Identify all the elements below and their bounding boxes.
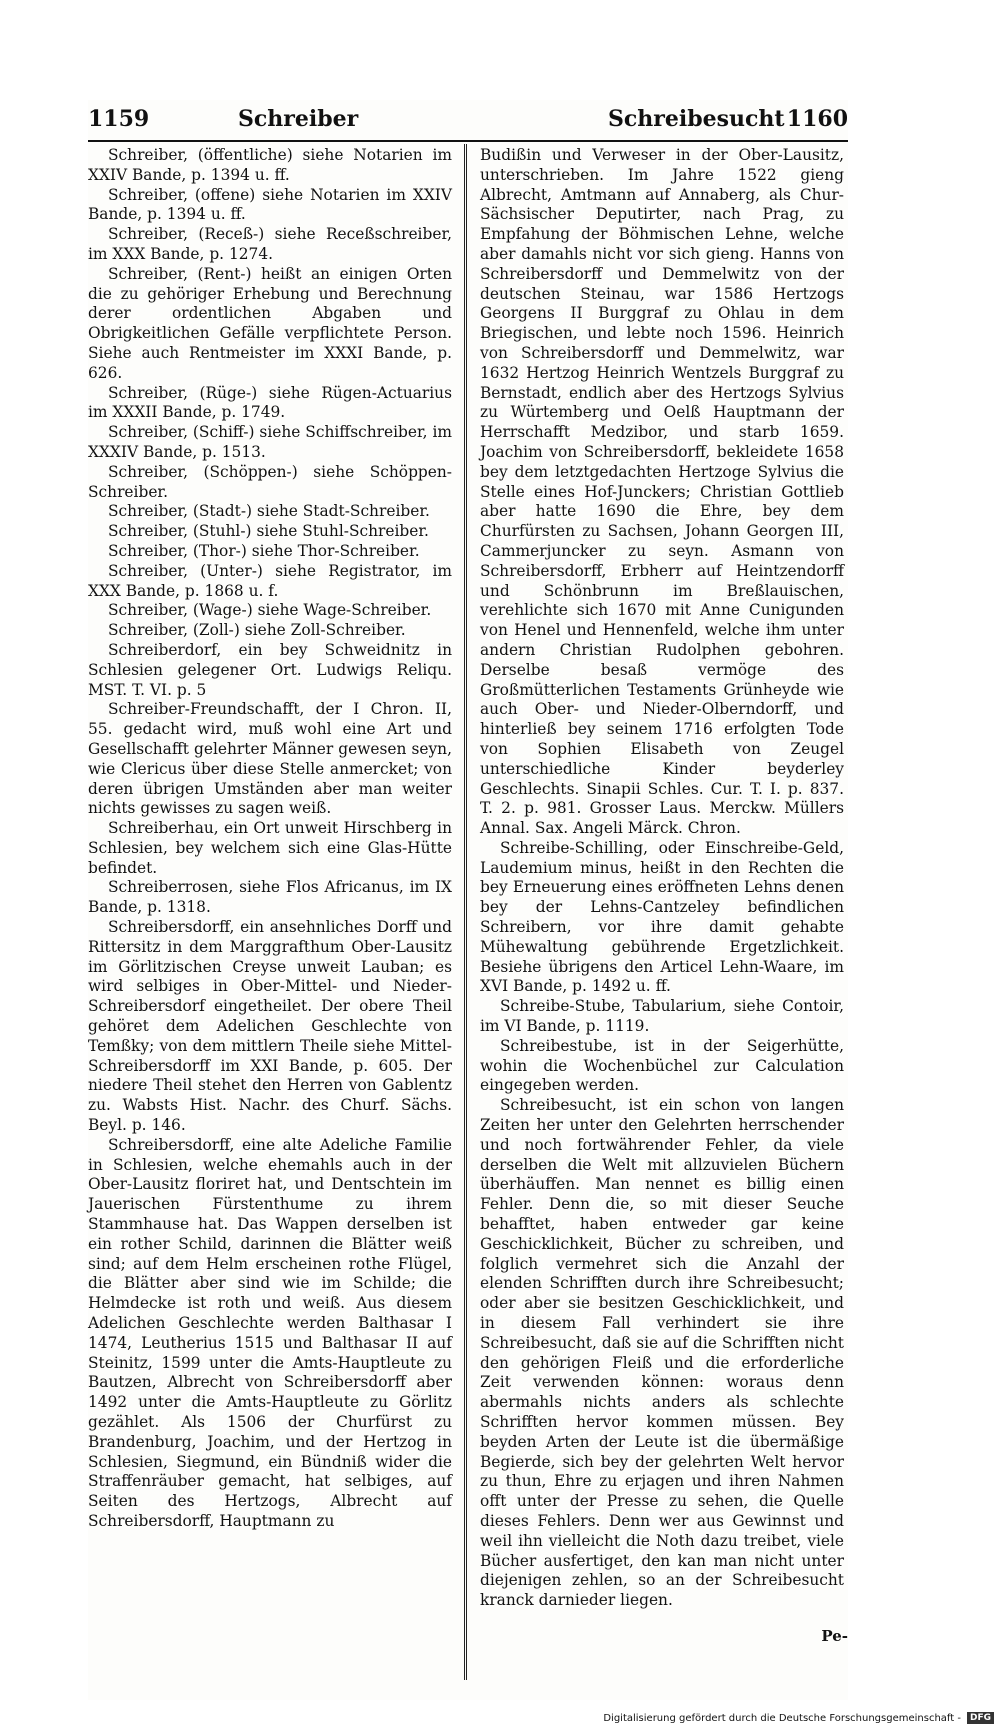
left-column <box>88 146 452 1532</box>
header-rule <box>88 140 848 142</box>
entry: Schreiber, (Thor-) siehe Thor-Schreiber. <box>108 541 420 560</box>
entry: Schreiber, (Unter-) siehe Registrator, im XXX Bande, p. 1868 u. f. <box>88 561 452 600</box>
dfg-logo: DFG <box>967 1712 994 1724</box>
entry: Schreibersdorff, eine alte Adeliche Familie in Schlesien, welche ehemahls auch in der Ober-Lausitz floriret hat, und Dentschtein im Jauerischen Fürstenthume zu ihrem Stammhause hat. Das Wappen derselben ist ein rother Schild, darinnen die Blätter weiß sind; auf dem Helm erscheinen rothe Flügel, die Blätter aber sind wie im Schilde; die Helmdecke ist roth und weiß. Aus diesem Adelichen Geschlechte werden Balthasar I 1474, Leutherius 1515 und Balthasar II auf Steinitz, 1599 unter die Amts-Hauptleute zu Bautzen, Albrecht von Schreibersdorff aber 1492 unter die Amts-Hauptleute zu Görlitz gezählet. Als 1506 der Churfürst zu Brandenburg, Joachim, und der Hertzog in Schlesien, Siegmund, ein Bündniß wider die Straffenräuber gemacht, hat selbiges, auf Seiten des Hertzogs, Albrecht auf Schreibersdorff, Hauptmann zu <box>88 1135 452 1530</box>
entry: Schreiber, (Schiff-) siehe Schiffschreiber, im XXXIV Bande, p. 1513. <box>88 423 452 461</box>
entry: Schreiber, (Schöppen-) siehe Schöppen-Schreiber. <box>88 462 452 501</box>
entry: Schreiber, (Wage-) siehe Wage-Schreiber. <box>108 601 432 620</box>
entry: Schreiber, (Rent-) heißt an einigen Orten die zu gehöriger Erhebung und Berechnung derer ordentlichen Abgaben und Obrigkeitlichen Gefälle verpflichtete Person. Siehe auch Rentmeister im XXXI Bande, p. 626. <box>88 264 452 382</box>
digitization-footer <box>603 1712 994 1724</box>
entry: Schreiber, (Receß-) siehe Receßschreiber, im XXX Bande, p. 1274. <box>88 225 452 263</box>
right-column <box>480 146 844 1611</box>
entry: Schreibersdorff, ein ansehnliches Dorff und Rittersitz in dem Marggrafthum Ober-Lausitz im Görlitzischen Creyse unweit Lauban; es wird selbiges in Ober-Mittel- und Nieder-Schreibersdorf eingetheilet. Der obere Theil gehöret dem Adelichen Geschlechte von Temßky; von dem mittlern Theile siehe Mittel-Schreibersdorff im XXI Bande, p. 605. Der niedere Theil stehet den Herren von Gablentz zu. Wabsts Hist. Nachr. des Churf. Sächs. Beyl. p. 146. <box>88 918 452 1135</box>
entry: Schreiber, (öffentliche) siehe Notarien im XXIV Bande, p. 1394 u. ff. <box>88 146 452 184</box>
entry: Schreiber, (Zoll-) siehe Zoll-Schreiber. <box>108 621 406 640</box>
running-header <box>88 104 848 140</box>
column-divider <box>464 144 467 1680</box>
entry-continued: Budißin und Verweser in der Ober-Lausitz, unterschrieben. Im Jahre 1522 gieng Albrecht, Amtmann auf Annaberg, als Chur-Sächsischer Deputirter, nach Prag, zu Empfahung der Böhmischen Lehne, welche aber damahls nicht vor sich gieng. Hanns von Schreibersdorff und Demmelwitz von der deutschen Steinau, war 1586 Hertzogs Georgens II Burggraf zu Ohlau in dem Briegischen, und lebte noch 1596. Heinrich von Schreibersdorff und Demmelwitz, war 1632 Hertzog Heinrich Wentzels Burggraf zu Bernstadt, endlich aber des Hertzogs Sylvius zu Würtemberg und Oelß Hauptmann der Herrschafft Medzibor, und starb 1659. Joachim von Schreibersdorff, bekleidete 1658 bey dem letztgedachten Hertzoge Sylvius die Stelle eines Hof-Junckers; Christian Gottlieb aber hatte 1690 die Ehre, bey dem Churfürsten zu Sachsen, Johann Georgen III, Cammerjuncker zu seyn. Asmann von Schreibersdorff, Erbherr auf Heintzendorff und Schönbrunn im Breßlauischen, verehlichte sich 1670 mit Anne Cunigunden von Henel und Hennenfeld, welche ihm unter andern Christian Rudolphen gebohren. Derselbe besaß vermöge des Großmütterlichen Testaments Grünheyde wie auch Ober- und Nieder-Olberndorff, und hinterließ bey seinem 1716 erfolgten Tode von Sophien Elisabeth von Zeugel unterschiedliche Kinder beyderley Geschlechts. Sinapii Schles. Cur. T. I. p. 837. T. 2. p. 981. Grosser Laus. Merckw. Müllers Annal. Sax. Angeli Märck. Chron. <box>480 146 844 838</box>
entry: Schreiber, (Stadt-) siehe Stadt-Schreiber. <box>108 502 430 521</box>
entry: Schreibe-Stube, Tabularium, siehe Contoir, im VI Bande, p. 1119. <box>480 997 844 1036</box>
entry: Schreibestube, ist in der Seigerhütte, wohin die Wochenbüchel zur Calculation eingegeben werden. <box>480 1036 844 1095</box>
entry: Schreiber, (offene) siehe Notarien im XXIV Bande, p. 1394 u. ff. <box>88 185 452 224</box>
entry: Schreibe-Schilling, oder Einschreibe-Geld, Laudemium minus, heißt in den Rechten die bey Erneuerung eines eröffneten Lehns denen bey der Lehns-Cantzeley befindlichen Schreibern, vor ihre damit gehabte Mühewaltung gebührende Ergetzlichkeit. Besiehe übrigens den Articel Lehn-Waare, im XVI Bande, p. 1492 u. ff. <box>480 838 844 996</box>
catchword: Pe- <box>821 1627 848 1645</box>
scanned-page <box>88 100 848 1700</box>
page-number-left: 1159 <box>88 106 150 132</box>
entry: Schreiber, (Rüge-) siehe Rügen-Actuarius im XXXII Bande, p. 1749. <box>88 383 452 422</box>
footer-text: Digitalisierung gefördert durch die Deutsche Forschungsgemeinschaft - <box>603 1712 961 1724</box>
entry: Schreiberdorf, ein bey Schweidnitz in Schlesien gelegener Ort. Ludwigs Reliqu. MST. T. VI. p. 5 <box>88 640 452 699</box>
header-title-left: Schreiber <box>238 106 359 132</box>
page-number-right: 1160 <box>786 106 848 132</box>
entry: Schreiberrosen, siehe Flos Africanus, im IX Bande, p. 1318. <box>88 878 452 917</box>
entry: Schreiber-Freundschafft, der I Chron. II, 55. gedacht wird, muß wohl eine Art und Gesellschafft gelehrter Männer gewesen seyn, wie Clericus über diese Stelle anmercket; von deren übrigen Umständen aber man weiter nichts gewisses zu sagen weiß. <box>88 700 452 818</box>
header-title-right: Schreibesucht <box>608 106 785 132</box>
entry: Schreiberhau, ein Ort unweit Hirschberg in Schlesien, bey welchem sich eine Glas-Hütte befindet. <box>88 819 452 877</box>
entry: Schreiber, (Stuhl-) siehe Stuhl-Schreiber. <box>108 522 429 541</box>
entry: Schreibesucht, ist ein schon von langen Zeiten her unter den Gelehrten herrschender und noch fortwährender Fehler, da viele derselben die Welt mit allzuvielen Büchern überhäuffen. Man nennet es billig einen Fehler. Denn die, so mit dieser Seuche behafftet, haben entweder gar keine Geschicklichkeit, Bücher zu schreiben, und folglich vermehret sich die Anzahl der elenden Schrifften durch ihre Schreibesucht; oder aber sie besitzen Geschicklichkeit, und in diesem Fall verhindert sie ihre Schreibesucht, daß sie auf die Schrifften nicht den gehörigen Fleiß und die erforderliche Zeit verwenden können: woraus denn abermahls nichts anders als schlechte Schrifften hervor kommen müssen. Bey beyden Arten der Leute ist die übermäßige Begierde, sich bey der gelehrten Welt hervor zu thun, Ehre zu erjagen und ihren Nahmen offt unter der Presse zu sehen, die Quelle dieses Fehlers. Denn wer aus Gewinnst und weil ihn vielleicht die Noth dazu treibet, viele Bücher ausfertiget, den kan man nicht unter diejenigen zehlen, so an der Schreibesucht kranck darnieder liegen. <box>480 1096 844 1610</box>
